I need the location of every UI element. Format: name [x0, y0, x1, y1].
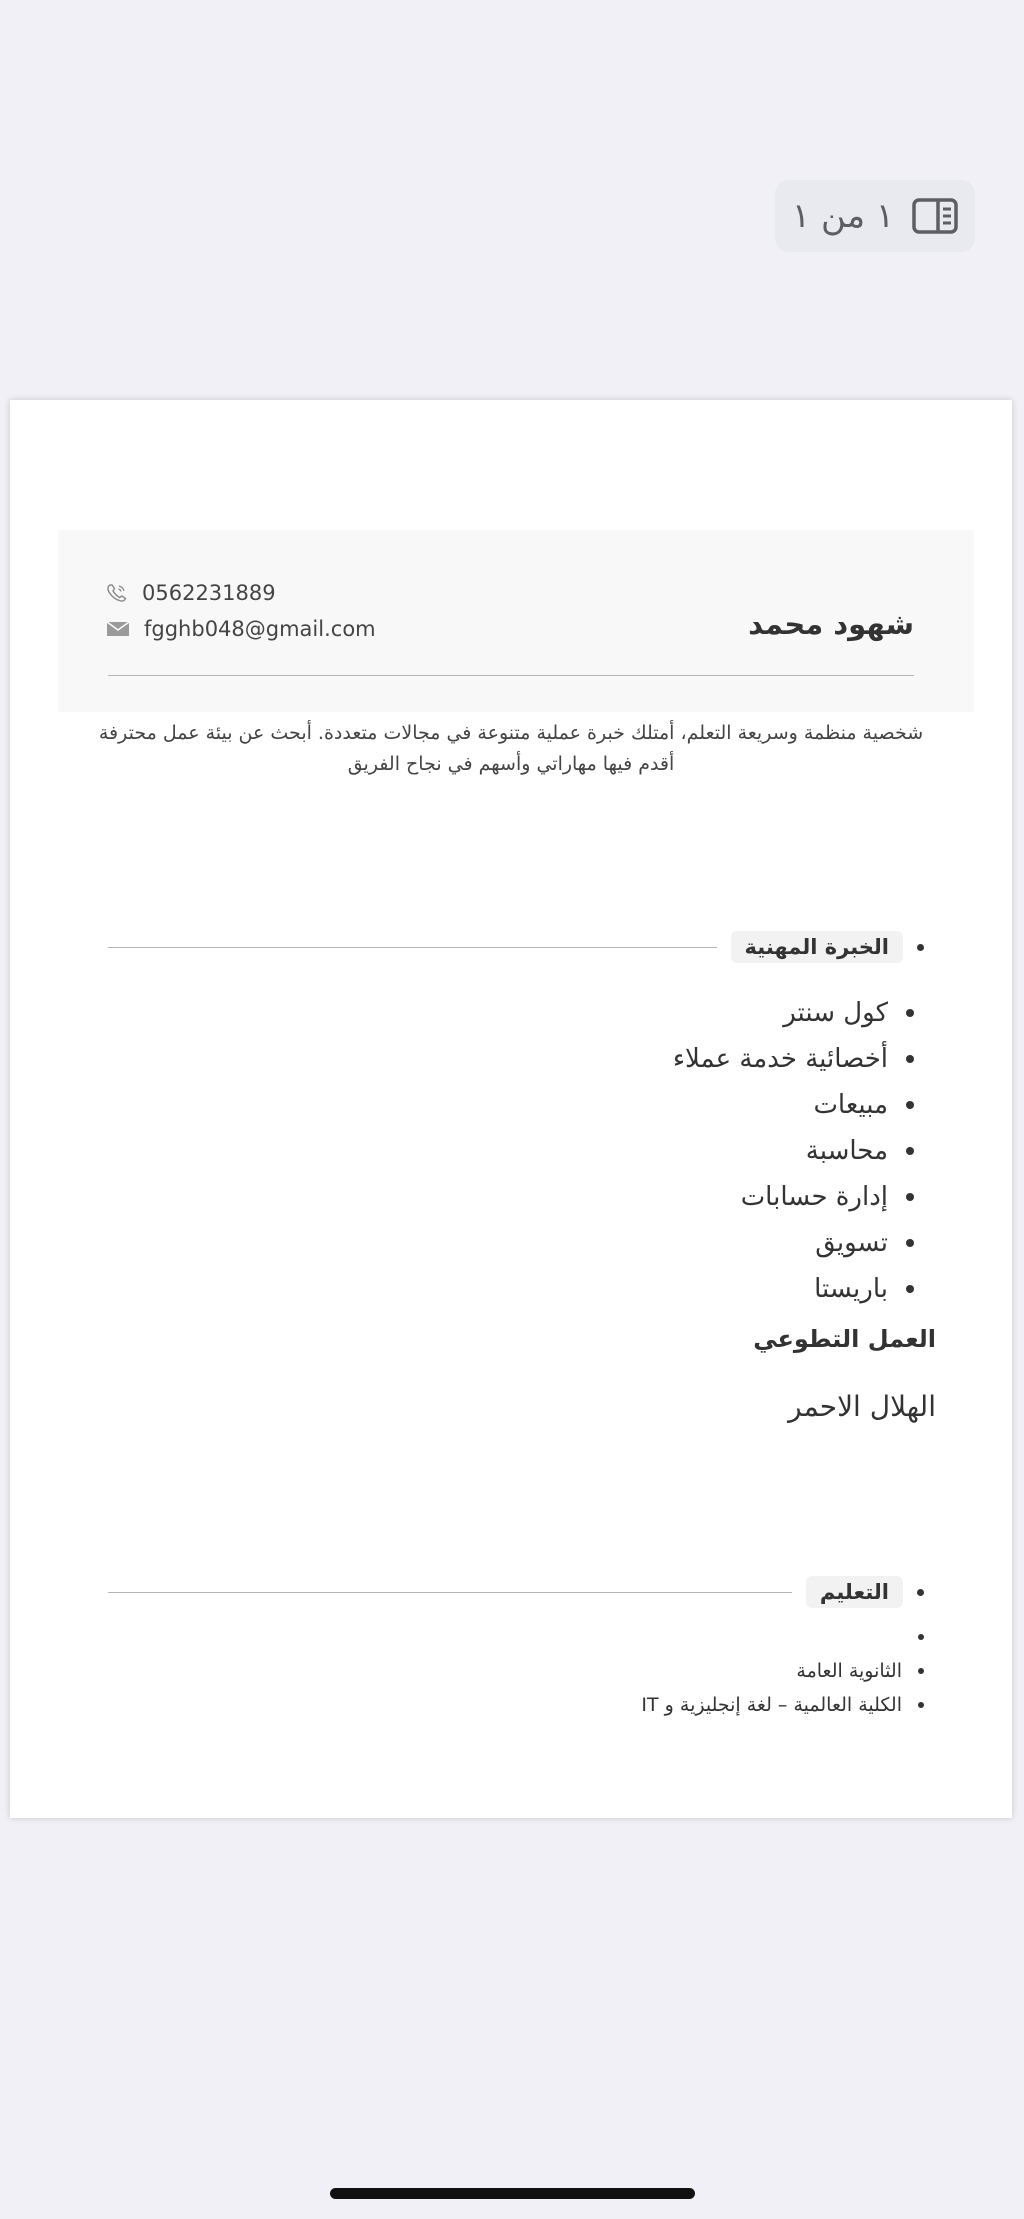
sidebar-panel-icon[interactable]	[912, 198, 958, 234]
header-divider	[108, 675, 914, 676]
bullet-icon	[917, 944, 924, 951]
list-item: مبيعات	[673, 1082, 914, 1128]
list-item: محاسبة	[673, 1128, 914, 1174]
resume-name: شهود محمد	[748, 607, 914, 641]
contact-email	[106, 617, 376, 641]
page-indicator[interactable]	[775, 180, 975, 252]
volunteer-item: الهلال الاحمر	[788, 1390, 936, 1423]
education-section-heading	[108, 1572, 924, 1612]
phone-icon	[106, 583, 128, 603]
list-item	[641, 1620, 924, 1654]
list-item: الكلية العالمية – لغة إنجليزية و IT	[641, 1688, 924, 1722]
phone-number: 0562231889	[142, 581, 276, 605]
resume-page	[10, 400, 1012, 1818]
list-item: الثانوية العامة	[641, 1654, 924, 1688]
email-address: fgghb048@gmail.com	[144, 617, 376, 641]
list-item: باريستا	[673, 1266, 914, 1312]
experience-heading-label: الخبرة المهنية	[731, 931, 903, 963]
mail-icon	[106, 620, 130, 638]
list-item: أخصائية خدمة عملاء	[673, 1036, 914, 1082]
page-count-text: ١ من ١	[791, 196, 895, 236]
profile-summary	[78, 718, 944, 780]
list-item: تسويق	[673, 1220, 914, 1266]
bullet-icon	[917, 1589, 924, 1596]
contact-phone	[106, 581, 276, 605]
experience-list	[673, 990, 914, 1312]
education-list	[641, 1620, 924, 1722]
summary-line: شخصية منظمة وسريعة التعلم، أمتلك خبرة عملية متنوعة في مجالات متعددة. أبحث عن بيئة عمل محترفة	[98, 722, 924, 744]
section-divider	[108, 947, 717, 948]
education-heading-label: التعليم	[806, 1576, 903, 1608]
experience-section-heading	[108, 927, 924, 967]
volunteer-heading: العمل التطوعي	[753, 1325, 936, 1353]
section-divider	[108, 1592, 792, 1593]
home-indicator[interactable]	[330, 2188, 695, 2199]
list-item: إدارة حسابات	[673, 1174, 914, 1220]
list-item: كول سنتر	[673, 990, 914, 1036]
summary-line: أقدم فيها مهاراتي وأسهم في نجاح الفريق	[347, 753, 675, 775]
